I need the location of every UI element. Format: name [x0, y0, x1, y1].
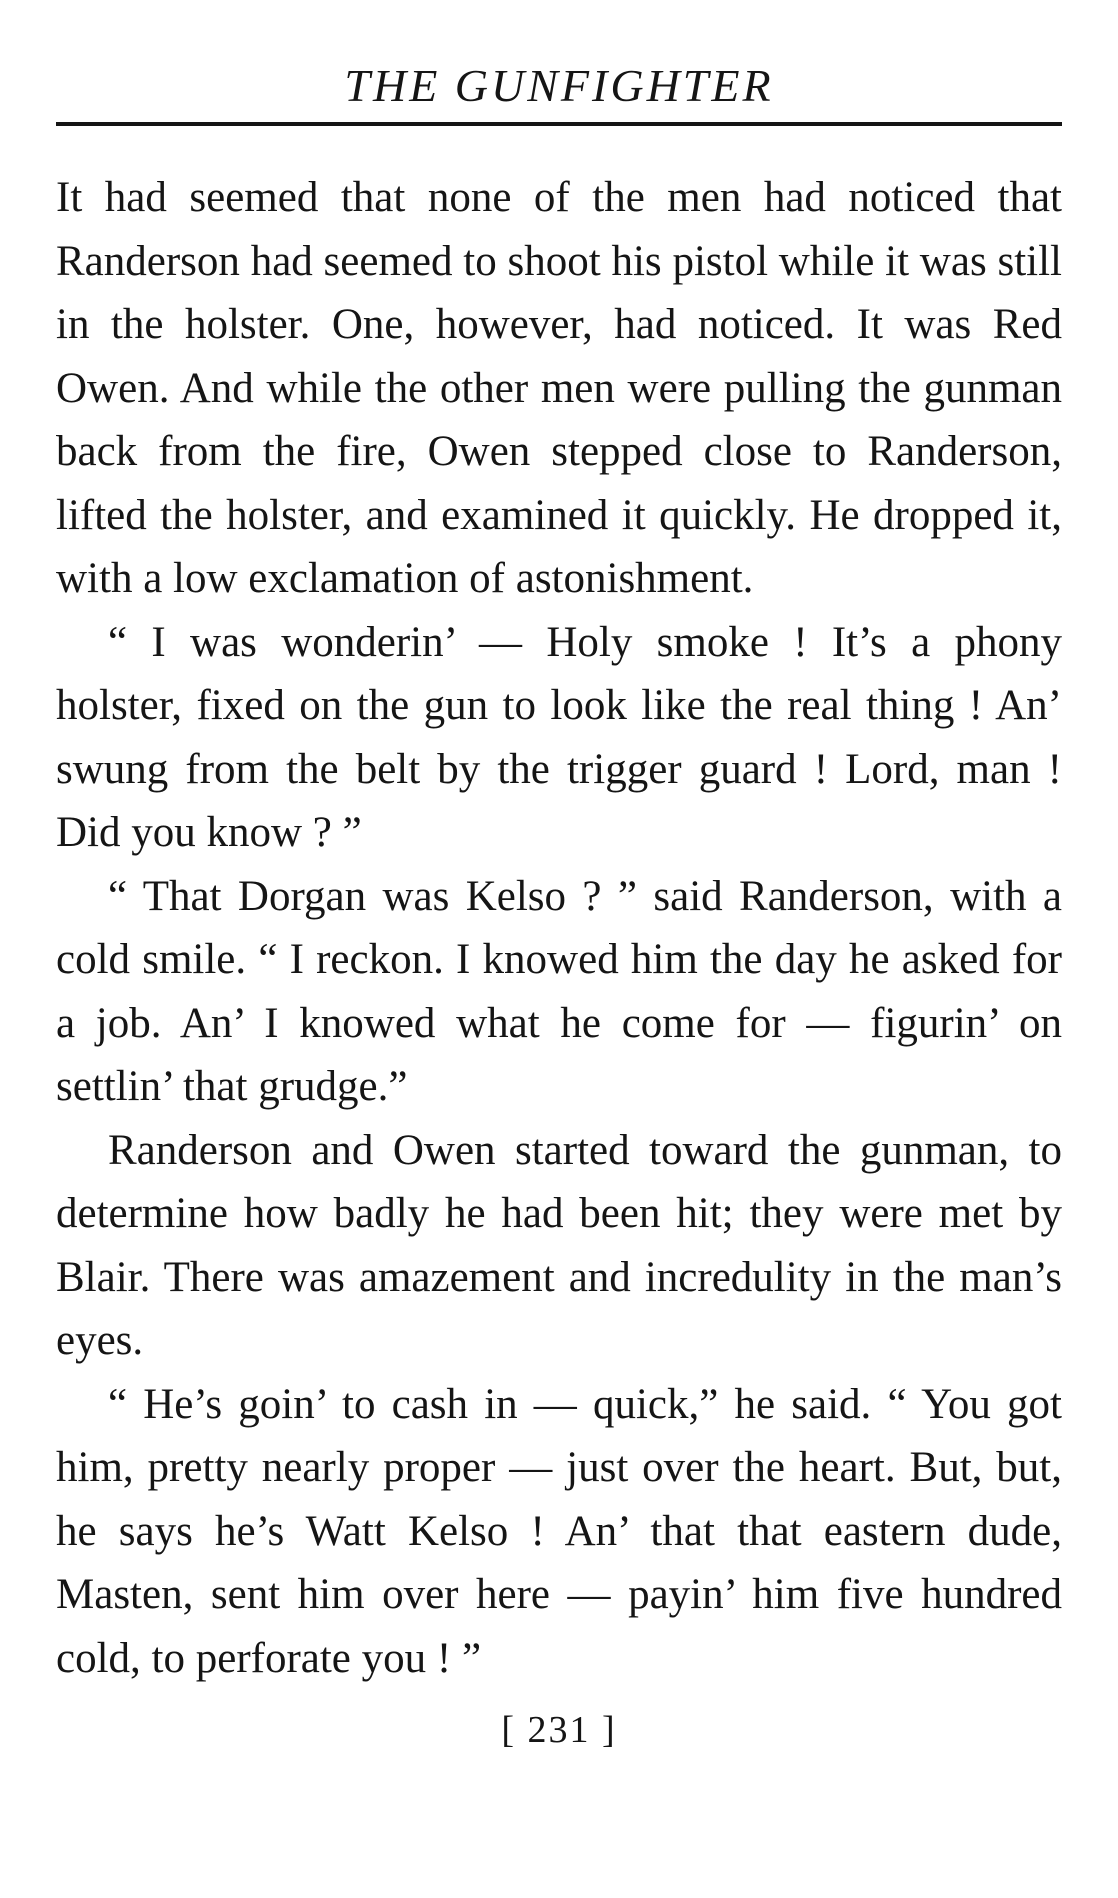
paragraph: “ That Dorgan was Kelso ? ” said Randerson, with a cold smile. “ I reckon. I knowed him the day he asked for a job. An’ I knowed what he come for — figurin’ on settlin’ that grudge.” — [56, 872, 1062, 1110]
body-text — [56, 166, 1062, 1690]
paragraph: “ He’s goin’ to cash in — quick,” he said. “ You got him, pretty nearly proper — just over the heart. But, but, he says he’s Watt Kelso ! An’ that that eastern dude, Masten, sent him over here — payin’ him five hundred cold, to perforate you ! ” — [56, 1380, 1062, 1682]
paragraph: It had seemed that none of the men had noticed that Randerson had seemed to shoot his pistol while it was still in the holster. One, however, had noticed. It was Red Owen. And while the other men were pulling the gunman back from the fire, Owen stepped close to Randerson, lifted the holster, and examined it quickly. He dropped it, with a low exclamation of astonishment. — [56, 174, 1062, 602]
page-number: [ 231 ] — [501, 1709, 617, 1751]
paragraph: Randerson and Owen started toward the gunman, to determine how badly he had been hit; they were met by Blair. There was amazement and incredulity in the man’s eyes. — [56, 1126, 1062, 1364]
header-rule — [56, 122, 1062, 126]
running-title: THE GUNFIGHTER — [344, 60, 774, 111]
book-page — [56, 56, 1062, 1760]
paragraph: “ I was wonderin’ — Holy smoke ! It’s a phony holster, fixed on the gun to look like the real thing ! An’ swung from the belt by the trigger guard ! Lord, man ! Did you know ? ” — [56, 618, 1062, 856]
